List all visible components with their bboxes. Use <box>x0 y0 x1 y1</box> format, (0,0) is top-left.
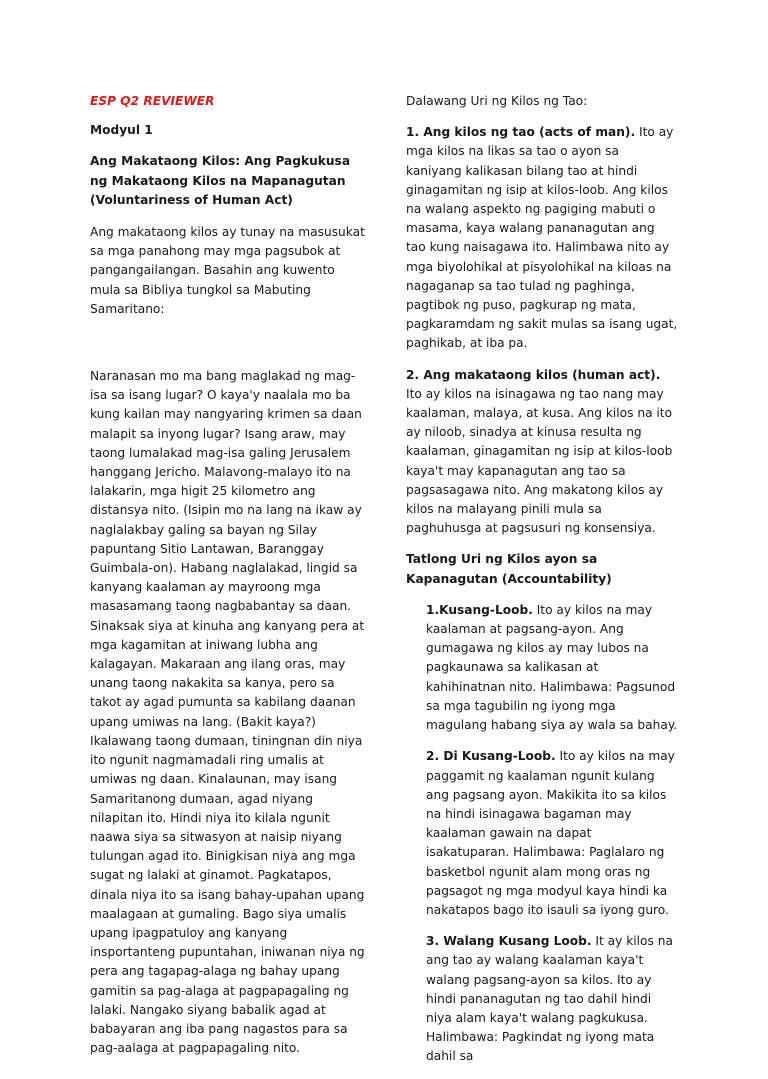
spacer <box>90 331 365 367</box>
accountability-heading: Tatlong Uri ng Kilos ayon sa Kapanagutan (Accountability) <box>406 552 612 586</box>
human-act-text: Ito ay kilos na isinagawa ng tao nang may kaalaman, malaya, at kusa. Ang kilos na ito ay niloob, sinadya at kinusa resulta ng kaalaman, ginagamitan ng isip at kilos-loob kaya't may kapanagutan ang tao sa pagsasagawa nito. Ang makatong kilos ay kilos na malayang pinili mula sa paghuhusga at pagsusuri ng konsensiya. <box>406 386 673 536</box>
right-column <box>406 92 678 1079</box>
voluntary-text: Ito ay kilos na may kaalaman at pagsang-ayon. Ang gumagawa ng kilos ay may lubos na pagkaunawa sa kalikasan at kahihinatnan nito. Halimbawa: Pagsunod sa mga tagubilin ng iyong mga magulang habang siya ay wala sa bahay. <box>426 602 678 733</box>
voluntary-label: 1.Kusang-Loob. <box>426 602 533 617</box>
voluntary-paragraph <box>406 601 678 735</box>
human-act-label: 2. Ang makataong kilos (human act). <box>406 367 661 382</box>
involuntary-label: 3. Walang Kusang Loob. <box>426 934 592 949</box>
non-voluntary-text: Ito ay kilos na may paggamit ng kaalaman ngunit kulang ang pagsang ayon. Makikita ito sa kilos na hindi isinagawa bagaman may kaalaman gawain na dapat isakatuparan. Halimbawa: Paglalaro ng basketbol ngunit alam mong oras ng pagsagot ng mga modyul kaya hindi ka nakatapos bago ito isauli sa iyong guro. <box>426 749 675 917</box>
kinds-of-acts-heading: Dalawang Uri ng Kilos ng Tao: <box>406 94 588 108</box>
module-heading: Modyul 1 <box>90 123 153 138</box>
story-paragraph: Naranasan mo ma bang maglakad ng mag-isa sa isang lugar? O kaya'y naalala mo ba kung kailan may nangyaring krimen sa daan malapit sa inyong lugar? Isang araw, may taong lumalakad mag-isa galing Jerusalem hanggang Jericho. Malavong-malayo ito na lalakarin, mga higit 25 kilometro ang distansya nito. (Isipin mo na lang na ikaw ay naglalakbay galing sa bayan ng Silay papuntang Sitio Lantawan, Baranggay Guimbala-on). Habang naglalakad, lingid sa kanyang kaalaman ay mayroong mga masasamang taong nagbabantay sa daan. Sinaksak siya at kinuha ang kanyang pera at mga kagamitan at iniwang lubha ang kalagayan. Makaraan ang ilang oras, may unang taong nakakita sa kanya, pero sa takot ay agad pumunta sa kabilang daanan upang umiwas na lang. (Bakit kaya?) Ikalawang taong dumaan, tiningnan din niya ito ngunit nagmamadali ring umalis at umiwas ng daan. Kinalaunan, may isang Samaritanong dumaan, agad niyang nilapitan ito. Hindi niya ito kilala ngunit naawa siya sa sitwasyon at naisip niyang tulungan agad ito. Binigkisan niya ang mga sugat ng lalaki at ginamot. Pagkatapos, dinala niya ito sa isang bahay-upahan upang maalagaan at gumaling. Bago siya umalis upang ipagpatuloy ang kanyang insportanteng pupuntahan, iniwanan niya ng pera ang tagapag-alaga ng bahay upang gamitin sa pag-alaga at pagpapagaling ng lalaki. Nangako siyang babalik agad at babayaran ang iba pang nagastos para sa pag-aalaga at pagpapagaling nito. <box>90 369 365 1056</box>
acts-of-man-paragraph <box>406 123 678 353</box>
intro-paragraph: Ang makataong kilos ay tunay na masusukat sa mga panahong may mga pagsubok at pangangailangan. Basahin ang kuwento mula sa Bibliya tungkol sa Mabuting Samaritano: <box>90 225 365 316</box>
left-column <box>90 92 365 1058</box>
involuntary-paragraph <box>406 932 678 1066</box>
acts-of-man-label: 1. Ang kilos ng tao (acts of man). <box>406 125 636 140</box>
involuntary-text: It ay kilos na ang tao ay walang kaalaman kaya't walang pagsang-ayon sa kilos. Ito ay hindi pananagutan ng tao dahil hindi niya alam kaya't walang pagkukusa. Halimbawa: Pagkindat ng iyong mata dahil sa <box>426 934 673 1064</box>
reviewer-title: ESP Q2 REVIEWER <box>90 94 215 108</box>
non-voluntary-label: 2. Di Kusang-Loob. <box>426 749 556 764</box>
lesson-title: Ang Makataong Kilos: Ang Pagkukusa ng Makataong Kilos na Mapanagutan (Voluntariness of Human Act) <box>90 154 351 207</box>
non-voluntary-paragraph <box>406 747 678 920</box>
human-act-paragraph <box>406 366 678 539</box>
acts-of-man-text: Ito ay mga kilos na likas sa tao o ayon sa kaniyang kalikasan bilang tao at hindi ginagamitan ng isip at kilos-loob. Ang kilos na walang aspekto ng pagiging mabuti o masama, kaya walang pananagutan ang tao kung naisagawa ito. Halimbawa nito ay mga biyolohikal at pisyolohikal na kiloas na nagaganap sa tao tulad ng paghinga, pagtibok ng puso, pagkurap ng mata, pagkaramdam ng sakit mulas sa isang ugat, paghikab, at iba pa. <box>406 125 678 351</box>
